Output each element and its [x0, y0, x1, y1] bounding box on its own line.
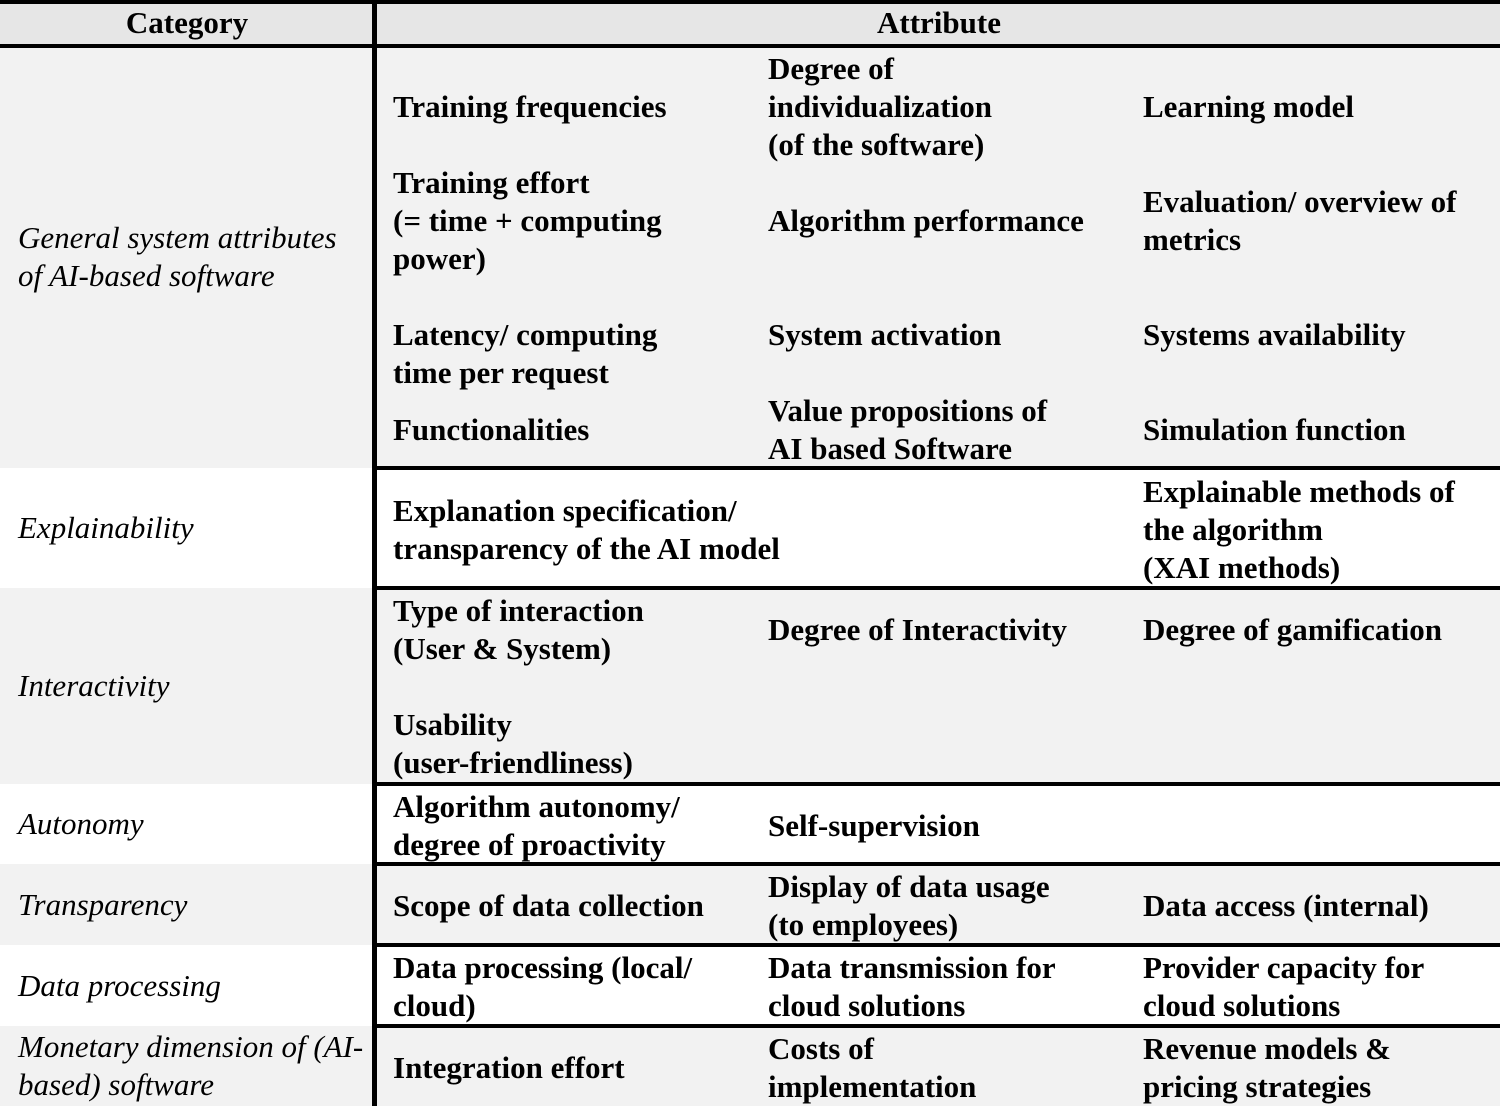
category-monetary: Monetary dimension of (AI-based) software	[18, 1029, 364, 1102]
attribute-cell: Learning model	[1143, 89, 1354, 124]
attribute-cell: Revenue models & pricing strategies	[1143, 1031, 1391, 1104]
attribute-cell: Data transmission for cloud solutions	[768, 950, 1056, 1023]
column-divider	[372, 0, 377, 1106]
attribute-cell: Latency/ computing time per request	[393, 317, 658, 390]
attribute-cell: Systems availability	[1143, 317, 1406, 352]
attribute-cell: Provider capacity for cloud solutions	[1143, 950, 1425, 1023]
attribute-cell: Degree of Interactivity	[768, 612, 1067, 647]
category-interactivity: Interactivity	[18, 668, 170, 703]
attribute-cell: Scope of data collection	[393, 888, 704, 923]
attribute-cell: Display of data usage (to employees)	[768, 869, 1050, 942]
attribute-cell: Explanation specification/ transparency of the AI model	[393, 493, 780, 566]
attribute-cell: Algorithm autonomy/ degree of proactivity	[393, 789, 680, 862]
attribute-cell: Self-supervision	[768, 808, 980, 843]
attribute-cell: Evaluation/ overview of metrics	[1143, 184, 1457, 257]
attribute-cell: Costs of implementation	[768, 1031, 977, 1104]
attribute-cell: Data access (internal)	[1143, 888, 1429, 923]
attribute-cell: Training frequencies	[393, 89, 667, 124]
attribute-cell: Explainable methods of the algorithm (XAI methods)	[1143, 474, 1455, 585]
attribute-cell: Value propositions of AI based Software	[768, 393, 1048, 466]
attribute-cell: Usability (user-friendliness)	[393, 707, 633, 780]
category-transparency: Transparency	[18, 886, 188, 922]
attribute-column-header: Attribute	[877, 5, 1001, 40]
category-autonomy: Autonomy	[18, 806, 144, 841]
attribute-cell: Simulation function	[1143, 412, 1406, 447]
attribute-cell: Algorithm performance	[768, 203, 1084, 238]
row-rule	[374, 782, 1500, 786]
attribute-cell: Degree of individualization (of the software)	[768, 51, 992, 162]
attribute-cell: Degree of gamification	[1143, 612, 1442, 647]
attribute-cell: Type of interaction (User & System)	[393, 593, 644, 666]
category-explainability: Explainability	[18, 510, 194, 545]
attribute-cell: Functionalities	[393, 412, 590, 447]
attribute-cell: Training effort (= time + computing power)	[393, 165, 662, 276]
top-rule	[0, 0, 1500, 4]
category-general: General system attributes of AI-based software	[18, 220, 337, 293]
category-column-header: Category	[125, 5, 249, 40]
attribute-cell: System activation	[768, 317, 1002, 352]
attribute-cell: Integration effort	[393, 1050, 625, 1085]
category-data-processing: Data processing	[18, 967, 221, 1003]
attribute-cell: Data processing (local/ cloud)	[393, 950, 693, 1023]
